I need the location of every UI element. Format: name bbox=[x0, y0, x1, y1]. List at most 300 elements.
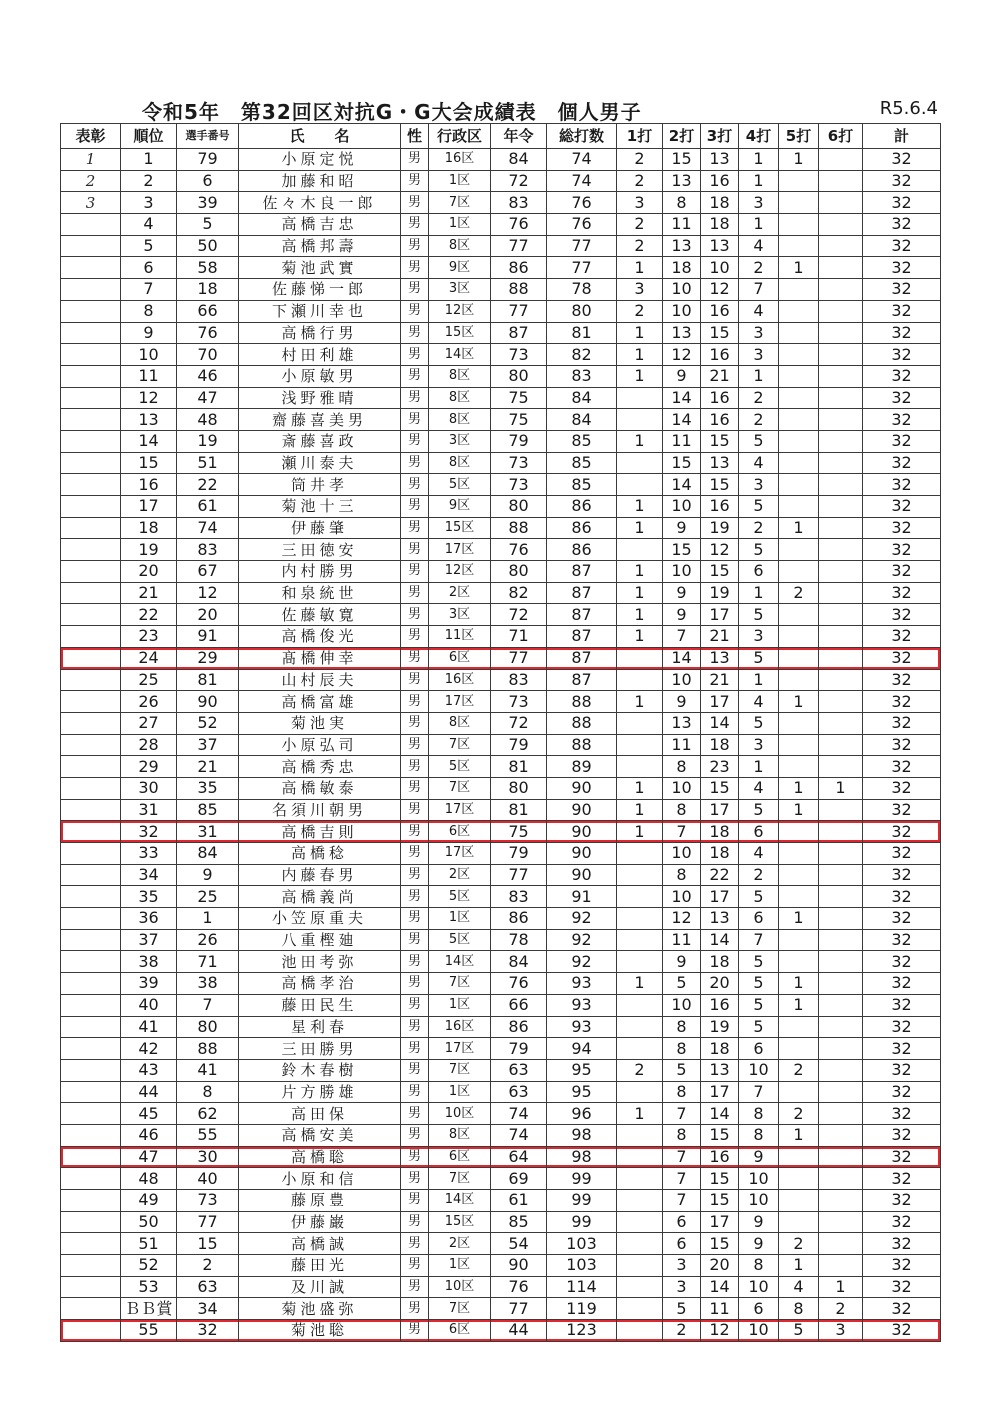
rank-cell: 34 bbox=[121, 864, 177, 886]
player-number-cell: 48 bbox=[177, 409, 239, 431]
sex-cell: 男 bbox=[401, 1320, 429, 1342]
stroke-4-cell: 5 bbox=[739, 951, 779, 973]
rank-cell: 9 bbox=[121, 322, 177, 344]
award-cell bbox=[61, 409, 121, 431]
player-number-cell: 55 bbox=[177, 1124, 239, 1146]
stroke-4-cell: 3 bbox=[739, 734, 779, 756]
rank-cell: 37 bbox=[121, 929, 177, 951]
stroke-3-cell: 15 bbox=[701, 777, 739, 799]
rank-cell: 14 bbox=[121, 430, 177, 452]
player-number-cell: 61 bbox=[177, 496, 239, 518]
player-name-cell: 菊池実 bbox=[239, 712, 401, 734]
player-name-cell: 瀬川泰夫 bbox=[239, 452, 401, 474]
stroke-2-cell: 15 bbox=[663, 539, 701, 561]
player-name-cell: 星利春 bbox=[239, 1016, 401, 1038]
age-cell: 87 bbox=[491, 322, 547, 344]
player-name-cell: 小原弘司 bbox=[239, 734, 401, 756]
total-strokes-cell: 119 bbox=[547, 1298, 617, 1320]
stroke-4-cell: 7 bbox=[739, 279, 779, 301]
award-cell bbox=[61, 886, 121, 908]
total-cell: 32 bbox=[863, 214, 941, 236]
player-name-cell: 齋藤喜美男 bbox=[239, 409, 401, 431]
ward-cell: 2区 bbox=[429, 582, 491, 604]
sex-cell: 男 bbox=[401, 1190, 429, 1212]
total-cell: 32 bbox=[863, 582, 941, 604]
stroke-4-cell: 1 bbox=[739, 756, 779, 778]
rank-cell: 40 bbox=[121, 994, 177, 1016]
stroke-2-cell: 8 bbox=[663, 192, 701, 214]
results-body bbox=[61, 149, 941, 1342]
total-strokes-cell: 86 bbox=[547, 517, 617, 539]
stroke-1-cell bbox=[617, 929, 663, 951]
total-strokes-cell: 76 bbox=[547, 214, 617, 236]
table-row bbox=[61, 1103, 941, 1125]
player-name-cell: 佐藤敏寛 bbox=[239, 604, 401, 626]
sex-cell: 男 bbox=[401, 1168, 429, 1190]
table-row bbox=[61, 1190, 941, 1212]
table-row bbox=[61, 430, 941, 452]
rank-cell: 49 bbox=[121, 1190, 177, 1212]
award-cell bbox=[61, 214, 121, 236]
total-strokes-cell: 94 bbox=[547, 1038, 617, 1060]
total-cell: 32 bbox=[863, 170, 941, 192]
award-cell bbox=[61, 734, 121, 756]
rank-cell: 17 bbox=[121, 496, 177, 518]
sex-cell: 男 bbox=[401, 430, 429, 452]
stroke-1-cell bbox=[617, 734, 663, 756]
player-number-cell: 39 bbox=[177, 192, 239, 214]
col-header-total-strokes: 総打数 bbox=[547, 124, 617, 149]
table-row bbox=[61, 864, 941, 886]
ward-cell: 1区 bbox=[429, 1255, 491, 1277]
sex-cell: 男 bbox=[401, 387, 429, 409]
age-cell: 72 bbox=[491, 712, 547, 734]
table-row bbox=[61, 604, 941, 626]
sex-cell: 男 bbox=[401, 582, 429, 604]
stroke-4-cell: 1 bbox=[739, 170, 779, 192]
stroke-1-cell bbox=[617, 756, 663, 778]
rank-cell: 47 bbox=[121, 1146, 177, 1168]
award-cell bbox=[61, 1103, 121, 1125]
col-header-name: 氏 名 bbox=[239, 124, 401, 149]
sex-cell: 男 bbox=[401, 604, 429, 626]
ward-cell: 7区 bbox=[429, 1168, 491, 1190]
stroke-4-cell: 6 bbox=[739, 821, 779, 843]
rank-cell: 3 bbox=[121, 192, 177, 214]
stroke-1-cell bbox=[617, 951, 663, 973]
player-number-cell: 19 bbox=[177, 430, 239, 452]
age-cell: 79 bbox=[491, 1038, 547, 1060]
stroke-3-cell: 15 bbox=[701, 1168, 739, 1190]
stroke-1-cell: 1 bbox=[617, 257, 663, 279]
stroke-4-cell: 2 bbox=[739, 387, 779, 409]
total-strokes-cell: 77 bbox=[547, 257, 617, 279]
player-name-cell: 小笠原重夫 bbox=[239, 908, 401, 930]
player-name-cell: 浅野雅晴 bbox=[239, 387, 401, 409]
stroke-1-cell bbox=[617, 712, 663, 734]
ward-cell: 17区 bbox=[429, 539, 491, 561]
stroke-4-cell: 5 bbox=[739, 973, 779, 995]
stroke-3-cell: 13 bbox=[701, 452, 739, 474]
sex-cell: 男 bbox=[401, 1211, 429, 1233]
stroke-3-cell: 21 bbox=[701, 626, 739, 648]
stroke-3-cell: 21 bbox=[701, 365, 739, 387]
total-strokes-cell: 85 bbox=[547, 430, 617, 452]
rank-cell: 16 bbox=[121, 474, 177, 496]
sex-cell: 男 bbox=[401, 279, 429, 301]
player-number-cell: 70 bbox=[177, 344, 239, 366]
table-row bbox=[61, 517, 941, 539]
table-row bbox=[61, 691, 941, 713]
award-cell bbox=[61, 452, 121, 474]
stroke-6-cell bbox=[819, 1124, 863, 1146]
stroke-2-cell: 10 bbox=[663, 669, 701, 691]
stroke-1-cell: 1 bbox=[617, 496, 663, 518]
table-row bbox=[61, 886, 941, 908]
total-cell: 32 bbox=[863, 474, 941, 496]
ward-cell: 8区 bbox=[429, 1124, 491, 1146]
stroke-4-cell: 6 bbox=[739, 1298, 779, 1320]
stroke-5-cell bbox=[779, 886, 819, 908]
highlighted-table-row bbox=[61, 647, 941, 669]
rank-cell: 50 bbox=[121, 1211, 177, 1233]
total-strokes-cell: 84 bbox=[547, 387, 617, 409]
stroke-3-cell: 17 bbox=[701, 604, 739, 626]
stroke-3-cell: 20 bbox=[701, 1255, 739, 1277]
stroke-2-cell: 7 bbox=[663, 1168, 701, 1190]
total-strokes-cell: 99 bbox=[547, 1211, 617, 1233]
total-strokes-cell: 82 bbox=[547, 344, 617, 366]
total-cell: 32 bbox=[863, 1190, 941, 1212]
age-cell: 74 bbox=[491, 1124, 547, 1146]
age-cell: 77 bbox=[491, 300, 547, 322]
ward-cell: 3区 bbox=[429, 279, 491, 301]
stroke-2-cell: 10 bbox=[663, 496, 701, 518]
total-cell: 32 bbox=[863, 908, 941, 930]
age-cell: 77 bbox=[491, 1298, 547, 1320]
results-table bbox=[60, 123, 941, 1342]
stroke-6-cell bbox=[819, 734, 863, 756]
total-strokes-cell: 92 bbox=[547, 929, 617, 951]
award-cell bbox=[61, 1190, 121, 1212]
stroke-5-cell: 1 bbox=[779, 149, 819, 171]
player-name-cell: 高橋秀忠 bbox=[239, 756, 401, 778]
stroke-1-cell: 1 bbox=[617, 691, 663, 713]
rank-cell: 32 bbox=[121, 821, 177, 843]
sex-cell: 男 bbox=[401, 929, 429, 951]
total-cell: 32 bbox=[863, 517, 941, 539]
stroke-1-cell: 1 bbox=[617, 365, 663, 387]
rank-cell: 29 bbox=[121, 756, 177, 778]
stroke-3-cell: 15 bbox=[701, 322, 739, 344]
stroke-6-cell bbox=[819, 582, 863, 604]
player-number-cell: 21 bbox=[177, 756, 239, 778]
player-name-cell: 三田勝男 bbox=[239, 1038, 401, 1060]
age-cell: 77 bbox=[491, 647, 547, 669]
player-name-cell: 斎藤喜政 bbox=[239, 430, 401, 452]
player-number-cell: 20 bbox=[177, 604, 239, 626]
stroke-5-cell bbox=[779, 496, 819, 518]
total-strokes-cell: 98 bbox=[547, 1146, 617, 1168]
stroke-3-cell: 13 bbox=[701, 235, 739, 257]
player-number-cell: 58 bbox=[177, 257, 239, 279]
stroke-5-cell bbox=[779, 344, 819, 366]
stroke-6-cell bbox=[819, 387, 863, 409]
total-cell: 32 bbox=[863, 604, 941, 626]
award-cell bbox=[61, 474, 121, 496]
age-cell: 80 bbox=[491, 496, 547, 518]
stroke-1-cell bbox=[617, 1146, 663, 1168]
award-cell bbox=[61, 712, 121, 734]
stroke-1-cell bbox=[617, 1168, 663, 1190]
award-cell bbox=[61, 300, 121, 322]
ward-cell: 3区 bbox=[429, 430, 491, 452]
player-name-cell: 小原敏男 bbox=[239, 365, 401, 387]
stroke-6-cell bbox=[819, 279, 863, 301]
age-cell: 80 bbox=[491, 777, 547, 799]
total-cell: 32 bbox=[863, 192, 941, 214]
sex-cell: 男 bbox=[401, 712, 429, 734]
stroke-1-cell bbox=[617, 452, 663, 474]
stroke-1-cell bbox=[617, 1233, 663, 1255]
stroke-4-cell: 1 bbox=[739, 582, 779, 604]
stroke-6-cell bbox=[819, 170, 863, 192]
stroke-5-cell bbox=[779, 561, 819, 583]
total-cell: 32 bbox=[863, 1081, 941, 1103]
ward-cell: 5区 bbox=[429, 756, 491, 778]
stroke-2-cell: 10 bbox=[663, 279, 701, 301]
table-row bbox=[61, 1124, 941, 1146]
stroke-3-cell: 15 bbox=[701, 1190, 739, 1212]
total-cell: 32 bbox=[863, 691, 941, 713]
total-cell: 32 bbox=[863, 626, 941, 648]
sex-cell: 男 bbox=[401, 1103, 429, 1125]
sex-cell: 男 bbox=[401, 214, 429, 236]
ward-cell: 6区 bbox=[429, 1320, 491, 1342]
sex-cell: 男 bbox=[401, 344, 429, 366]
stroke-5-cell: 1 bbox=[779, 973, 819, 995]
player-number-cell: 85 bbox=[177, 799, 239, 821]
col-header-sex: 性 bbox=[401, 124, 429, 149]
total-cell: 32 bbox=[863, 1124, 941, 1146]
stroke-6-cell bbox=[819, 1233, 863, 1255]
rank-cell: 23 bbox=[121, 626, 177, 648]
stroke-1-cell bbox=[617, 387, 663, 409]
rank-cell: 38 bbox=[121, 951, 177, 973]
player-name-cell: 及川誠 bbox=[239, 1276, 401, 1298]
player-number-cell: 30 bbox=[177, 1146, 239, 1168]
award-cell bbox=[61, 344, 121, 366]
stroke-5-cell: 8 bbox=[779, 1298, 819, 1320]
rank-cell: 6 bbox=[121, 257, 177, 279]
total-strokes-cell: 87 bbox=[547, 604, 617, 626]
ward-cell: 9区 bbox=[429, 496, 491, 518]
age-cell: 44 bbox=[491, 1320, 547, 1342]
player-number-cell: 5 bbox=[177, 214, 239, 236]
age-cell: 80 bbox=[491, 365, 547, 387]
stroke-6-cell bbox=[819, 192, 863, 214]
ward-cell: 7区 bbox=[429, 973, 491, 995]
stroke-4-cell: 1 bbox=[739, 149, 779, 171]
age-cell: 73 bbox=[491, 344, 547, 366]
table-row bbox=[61, 626, 941, 648]
stroke-2-cell: 11 bbox=[663, 214, 701, 236]
stroke-3-cell: 16 bbox=[701, 409, 739, 431]
total-strokes-cell: 78 bbox=[547, 279, 617, 301]
table-row bbox=[61, 235, 941, 257]
ward-cell: 6区 bbox=[429, 1146, 491, 1168]
total-cell: 32 bbox=[863, 886, 941, 908]
age-cell: 64 bbox=[491, 1146, 547, 1168]
ward-cell: 16区 bbox=[429, 149, 491, 171]
rank-cell: 45 bbox=[121, 1103, 177, 1125]
stroke-3-cell: 12 bbox=[701, 279, 739, 301]
total-cell: 32 bbox=[863, 756, 941, 778]
table-row bbox=[61, 300, 941, 322]
total-cell: 32 bbox=[863, 777, 941, 799]
stroke-2-cell: 8 bbox=[663, 1081, 701, 1103]
stroke-1-cell: 2 bbox=[617, 1059, 663, 1081]
ward-cell: 17区 bbox=[429, 843, 491, 865]
stroke-6-cell bbox=[819, 409, 863, 431]
total-strokes-cell: 92 bbox=[547, 908, 617, 930]
document-date: R5.6.4 bbox=[879, 98, 938, 119]
award-cell bbox=[61, 387, 121, 409]
age-cell: 69 bbox=[491, 1168, 547, 1190]
sex-cell: 男 bbox=[401, 1255, 429, 1277]
age-cell: 76 bbox=[491, 973, 547, 995]
player-name-cell: 高橋行男 bbox=[239, 322, 401, 344]
rank-cell: 53 bbox=[121, 1276, 177, 1298]
document-header bbox=[60, 96, 940, 122]
stroke-6-cell bbox=[819, 1038, 863, 1060]
stroke-4-cell: 4 bbox=[739, 452, 779, 474]
sex-cell: 男 bbox=[401, 1276, 429, 1298]
stroke-4-cell: 10 bbox=[739, 1276, 779, 1298]
rank-cell: 31 bbox=[121, 799, 177, 821]
ward-cell: 8区 bbox=[429, 387, 491, 409]
ward-cell: 1区 bbox=[429, 1081, 491, 1103]
sex-cell: 男 bbox=[401, 517, 429, 539]
player-name-cell: 伊藤肇 bbox=[239, 517, 401, 539]
total-cell: 32 bbox=[863, 149, 941, 171]
stroke-3-cell: 18 bbox=[701, 843, 739, 865]
total-cell: 32 bbox=[863, 365, 941, 387]
table-row bbox=[61, 1233, 941, 1255]
total-cell: 32 bbox=[863, 561, 941, 583]
stroke-1-cell: 3 bbox=[617, 279, 663, 301]
player-number-cell: 76 bbox=[177, 322, 239, 344]
player-number-cell: 51 bbox=[177, 452, 239, 474]
stroke-1-cell bbox=[617, 994, 663, 1016]
stroke-6-cell bbox=[819, 257, 863, 279]
table-row bbox=[61, 908, 941, 930]
age-cell: 72 bbox=[491, 604, 547, 626]
ward-cell: 9区 bbox=[429, 257, 491, 279]
award-cell bbox=[61, 430, 121, 452]
stroke-3-cell: 18 bbox=[701, 951, 739, 973]
stroke-2-cell: 9 bbox=[663, 582, 701, 604]
stroke-2-cell: 12 bbox=[663, 908, 701, 930]
player-name-cell: 名須川朝男 bbox=[239, 799, 401, 821]
total-strokes-cell: 84 bbox=[547, 409, 617, 431]
total-strokes-cell: 87 bbox=[547, 582, 617, 604]
sex-cell: 男 bbox=[401, 1124, 429, 1146]
player-number-cell: 80 bbox=[177, 1016, 239, 1038]
award-cell bbox=[61, 799, 121, 821]
total-strokes-cell: 85 bbox=[547, 452, 617, 474]
ward-cell: 7区 bbox=[429, 734, 491, 756]
stroke-4-cell: 3 bbox=[739, 626, 779, 648]
ward-cell: 10区 bbox=[429, 1276, 491, 1298]
stroke-6-cell bbox=[819, 1146, 863, 1168]
stroke-5-cell bbox=[779, 1190, 819, 1212]
rank-cell: 41 bbox=[121, 1016, 177, 1038]
total-strokes-cell: 103 bbox=[547, 1255, 617, 1277]
stroke-6-cell bbox=[819, 430, 863, 452]
total-strokes-cell: 96 bbox=[547, 1103, 617, 1125]
page-title: 令和5年 第32回区対抗G・G大会成績表 個人男子 bbox=[142, 100, 642, 124]
stroke-1-cell bbox=[617, 1016, 663, 1038]
sex-cell: 男 bbox=[401, 192, 429, 214]
stroke-3-cell: 15 bbox=[701, 1124, 739, 1146]
table-row bbox=[61, 1016, 941, 1038]
stroke-4-cell: 7 bbox=[739, 929, 779, 951]
stroke-5-cell bbox=[779, 1146, 819, 1168]
stroke-3-cell: 16 bbox=[701, 387, 739, 409]
total-cell: 32 bbox=[863, 430, 941, 452]
stroke-5-cell bbox=[779, 214, 819, 236]
player-name-cell: 藤田民生 bbox=[239, 994, 401, 1016]
rank-cell: 26 bbox=[121, 691, 177, 713]
table-row bbox=[61, 214, 941, 236]
total-strokes-cell: 114 bbox=[547, 1276, 617, 1298]
ward-cell: 17区 bbox=[429, 799, 491, 821]
stroke-6-cell bbox=[819, 821, 863, 843]
rank-cell: 1 bbox=[121, 149, 177, 171]
stroke-1-cell: 1 bbox=[617, 821, 663, 843]
stroke-2-cell: 3 bbox=[663, 1276, 701, 1298]
sex-cell: 男 bbox=[401, 409, 429, 431]
stroke-4-cell: 1 bbox=[739, 669, 779, 691]
total-cell: 32 bbox=[863, 1059, 941, 1081]
stroke-6-cell bbox=[819, 929, 863, 951]
stroke-3-cell: 15 bbox=[701, 474, 739, 496]
table-row bbox=[61, 669, 941, 691]
player-number-cell: 18 bbox=[177, 279, 239, 301]
table-row bbox=[61, 279, 941, 301]
stroke-6-cell bbox=[819, 344, 863, 366]
rank-cell: 42 bbox=[121, 1038, 177, 1060]
age-cell: 83 bbox=[491, 192, 547, 214]
ward-cell: 2区 bbox=[429, 1233, 491, 1255]
ward-cell: 15区 bbox=[429, 1211, 491, 1233]
stroke-5-cell bbox=[779, 192, 819, 214]
stroke-1-cell bbox=[617, 1320, 663, 1342]
stroke-4-cell: 6 bbox=[739, 908, 779, 930]
stroke-3-cell: 18 bbox=[701, 734, 739, 756]
stroke-1-cell bbox=[617, 669, 663, 691]
award-cell bbox=[61, 973, 121, 995]
award-cell bbox=[61, 1016, 121, 1038]
age-cell: 73 bbox=[491, 691, 547, 713]
total-strokes-cell: 91 bbox=[547, 886, 617, 908]
total-strokes-cell: 80 bbox=[547, 300, 617, 322]
stroke-4-cell: 6 bbox=[739, 1038, 779, 1060]
table-row bbox=[61, 1081, 941, 1103]
ward-cell: 12区 bbox=[429, 561, 491, 583]
stroke-1-cell: 1 bbox=[617, 604, 663, 626]
